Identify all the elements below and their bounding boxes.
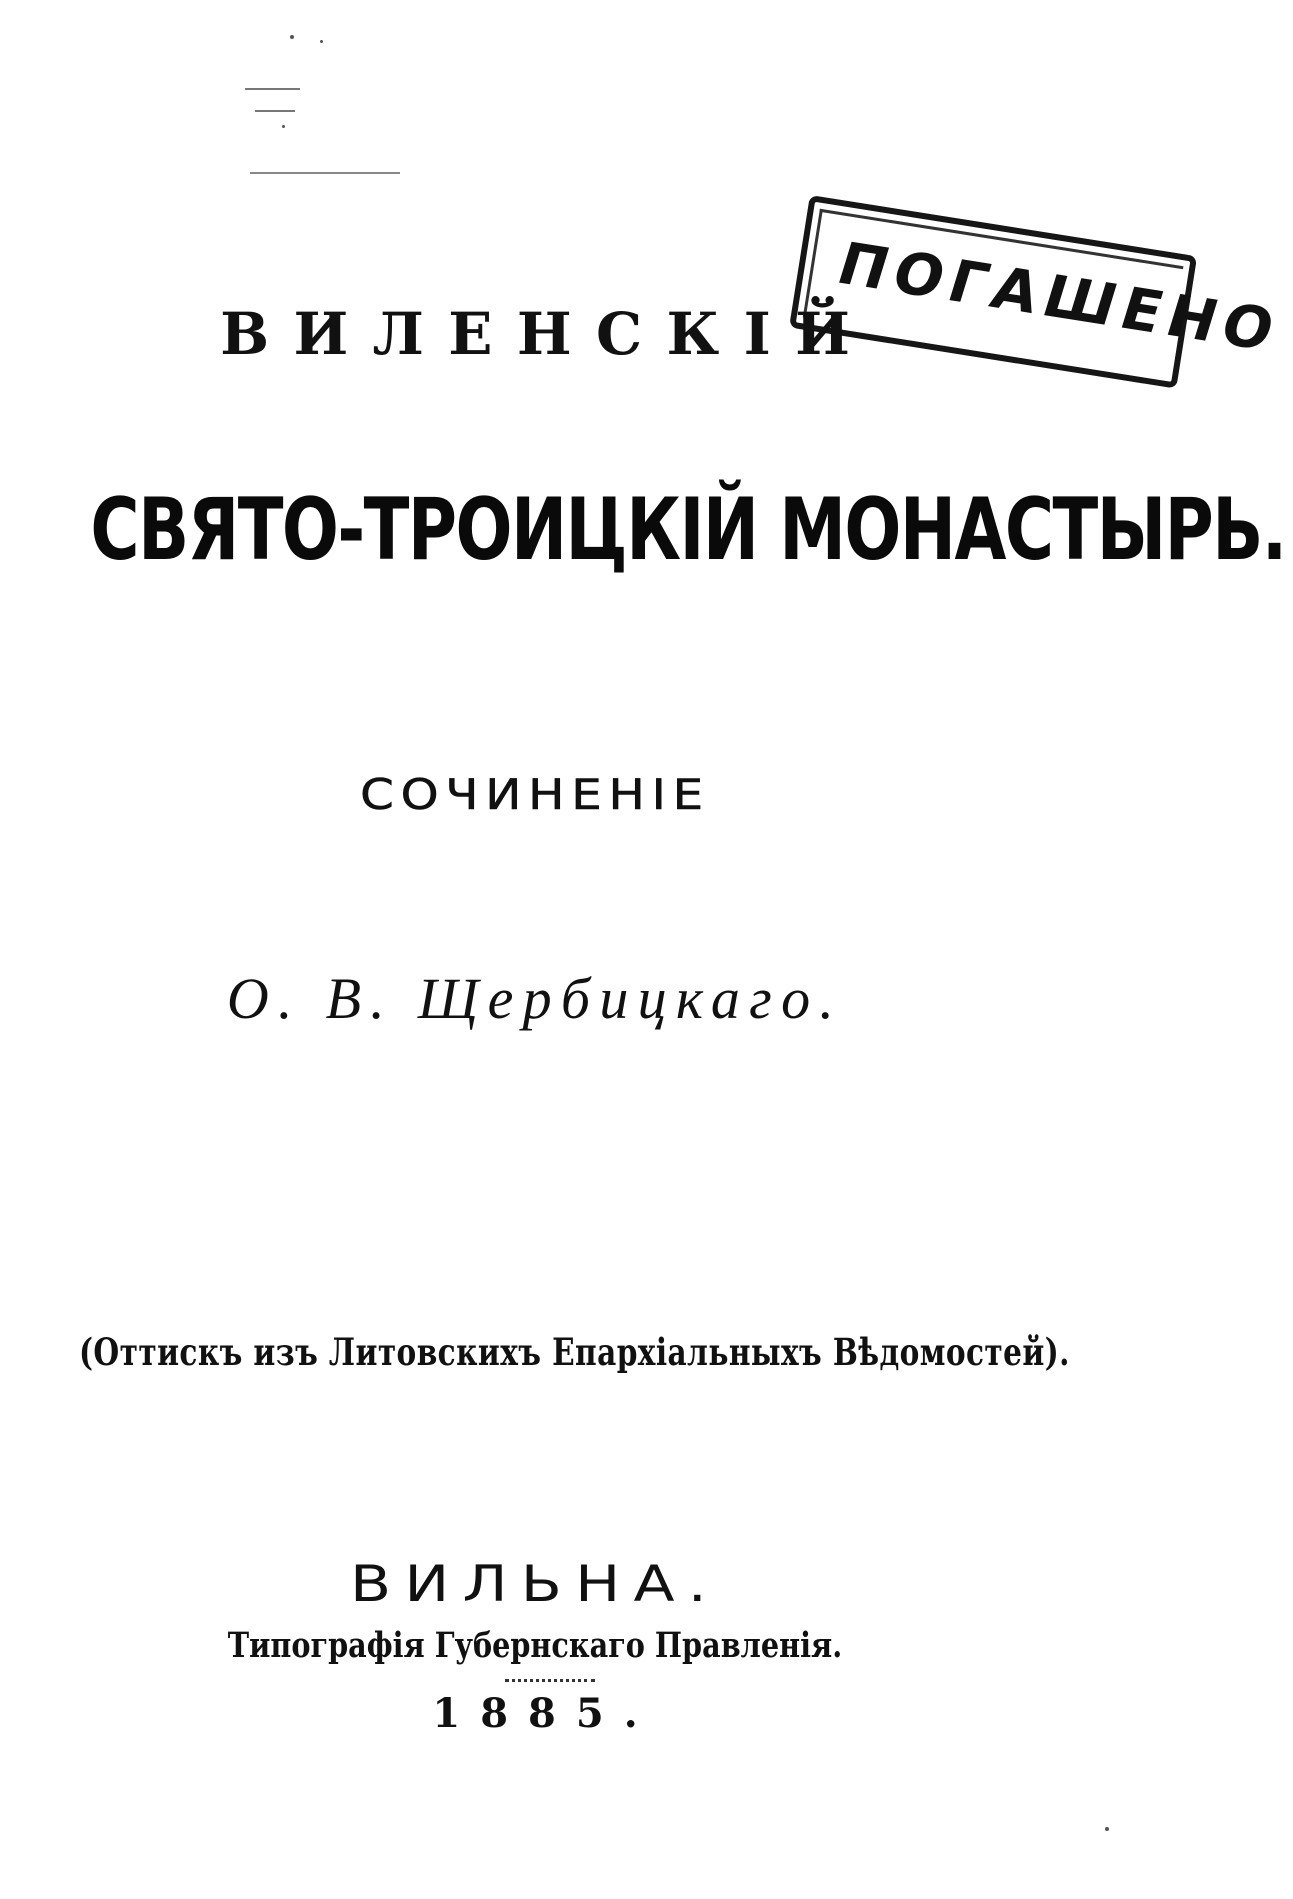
ink-speck [282,125,285,128]
ink-mark [245,88,300,90]
ink-mark [250,172,400,174]
ink-speck [1105,1827,1109,1831]
ink-mark [255,110,295,112]
imprint-printer: Типографія Губернскаго Правленія. [227,1625,843,1666]
dotted-divider [505,1679,595,1682]
title-line-1: ВИЛЕНСКІЙ [220,300,875,368]
imprint-year: 1885. [432,1690,658,1737]
title-line-2: СВЯТО-ТРОИЦКІЙ МОНАСТЫРЬ. [90,480,1286,580]
stamp-text: ПОГАШЕНО [829,229,1289,365]
author-line: О. В. Щербицкаго. [226,966,844,1031]
ink-speck [290,35,294,39]
offprint-note: (Оттискъ изъ Литовскихъ Епархіальныхъ Вѣдомостей). [79,1330,1070,1374]
imprint-city: ВИЛЬНА. [350,1555,720,1613]
ink-speck [320,40,323,43]
title-line-3: СОЧИНЕНІЕ [360,770,710,819]
